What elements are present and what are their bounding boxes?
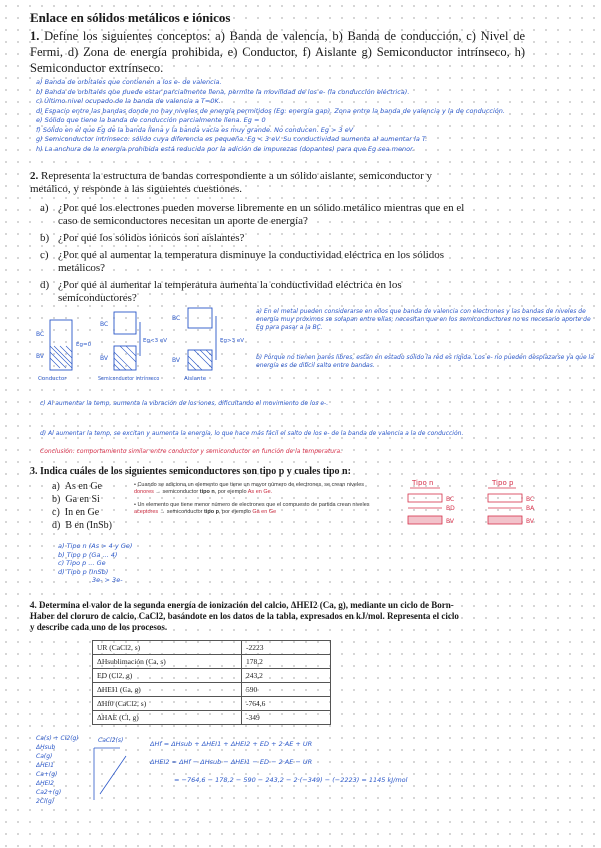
answer-conclusion: Conclusión: comportamiento similar entre conductor y semiconductor en función de la temperatura. [40,448,343,455]
page-title: Enlace en sólidos metálicos e iónicos [30,10,231,25]
note-text: → semiconductor [155,489,199,495]
calc-line: ΔHf = ΔHsub + ΔHEI1 + ΔHEI2 + ED + 2·AE + UR [150,740,313,748]
label-bv-3: BV [172,357,181,364]
cycle-step: Ca+(g) [36,771,58,778]
cycle-arrows [90,744,130,804]
answer-line: d) Tipo p (InSb) [58,567,109,576]
label-conductor: Conductor [38,376,67,382]
item-label: b) [40,232,50,244]
note-text: , por ejemplo [218,509,251,515]
q3-item-d [52,519,132,532]
item-text: ¿Por qué los sólidos iónicos son aislantes? [58,232,245,244]
answer-line: a) Tipo n (As > 4 y Ge) [58,542,133,550]
label-bv-p: BV [526,518,535,525]
thermo-data-table [92,640,331,725]
note-highlight: aceptores [134,509,159,515]
answer-a: a) En el metal pueden considerarse en ellos que banda de valencia con electrones y las bandas de niveles de energía muy próximos se solapan entre ellas; necesitan que en los semiconductores no es necesario aporte de Eg para pasar a la BC. [256,308,591,331]
table-key: ΔHAE (Cl, g) [93,711,242,725]
table-key: ΔHEI1 (Ca, g) [93,683,242,697]
q3-doping-diagram [404,476,600,532]
label-aislante: Aislante [184,376,207,382]
q2-handwritten-answers-cd [40,400,585,456]
answer-line: b) Banda de orbitales que puede estar parcialmente llena, permite la movilidad de los e- (la conducción eléctrica). [36,87,410,96]
cycle-step: Ca(s) + Cl2(g) [36,735,79,742]
item-text: In en Ge [64,507,100,518]
item-label: c) [52,507,60,518]
item-text: ¿Por qué los electrones pueden moverse libremente en un sólido metálico mientras que en el caso de semiconductores necesitan un aporte de energía? [58,202,465,227]
tipo-p-bc [488,494,522,502]
question-1 [30,28,525,76]
table-row [93,711,331,725]
answer-line: b) Tipo p (Ga ... 4) [58,550,118,559]
table-value: 178,2 [242,655,331,669]
q3-handwritten-answers [58,542,278,585]
q2-item-a [30,202,470,228]
q3-item-a [52,480,132,493]
note-text: , por ejemplo [214,489,247,495]
label-bv-2: BV [100,355,109,362]
question-4-text: Determina el valor de la segunda energía de ionización del calcio, ΔHEI2 (Ca, g), mediante un ciclo de Born-Haber del cloruro de calcio, CaCl2, basándote en los datos de la tabla, expresados en kJ/mol. Representa el ciclo y describe cada uno de los procesos. [30,600,459,632]
aislante-bc-box [188,308,212,328]
note-strong: tipo p [204,509,219,515]
label-tipo-n: Tipo n [412,479,434,487]
item-label: d) [52,520,61,531]
answer-line: f) Sólido en el que Eg de la banda llena y la banda vacía es muy grande. No conducen. Eg > 3 eV [36,125,354,134]
item-text: As en Ge [64,481,102,492]
question-4-number: 4. [30,600,37,610]
table-row [93,655,331,669]
semiconductor-fill-hatch [114,346,136,370]
label-bc-1: BC [36,331,45,338]
note-text: → semiconductor [159,509,203,515]
label-eg0: Eg=0 [76,342,92,348]
answer-line: c) Tipo p ... Ge [58,559,106,567]
note-highlight: Ga en Ge [252,509,277,515]
answer-d: d) Al aumentar la temp, se excitan y aumenta la energía, lo que hace más fácil el salto de los e- de la banda de valencia a la de conducción. [40,430,464,437]
answer-line: 3e- > 3e- [92,576,123,584]
table-value: -764,6 [242,697,331,711]
semiconductor-bv-box [114,346,136,370]
cycle-step: Ca2+(g) [36,789,62,796]
answer-line: e) Sólido que tiene la banda de conducción parcialmente llena. Eg = 0 [36,116,266,124]
aislante-fill-hatch [188,350,212,370]
question-2-number: 2. [30,170,39,182]
q4-handwritten-calculation [150,738,590,786]
q3-note-tipo-n [134,482,374,496]
answer-c: c) Al aumentar la temp, aumenta la vibración de los iones, dificultando el movimiento de los e-. [40,400,329,407]
label-bc-3: BC [172,315,181,322]
q3-item-b [52,493,132,506]
q2-item-b [30,232,470,245]
item-text: B en (InSb) [65,520,113,531]
cycle-product: CaCl2(s) [98,737,124,744]
table-key: ΔHsublimación (Ca, s) [93,655,242,669]
cycle-step: ΔHEI1 [36,762,54,769]
q3-items [52,480,132,532]
label-eg-large: Eg>3 eV [220,338,244,344]
table-key: UR (CaCl2, s) [93,641,242,655]
answer-line: g) Semiconductor intrínseco: sólido cuya diferencia es pequeña. Eg < 3 eV. Su conductividad aumenta al aumentar la T. [36,135,428,143]
answer-line: h) La anchura de la energía prohibida está reducida por la adición de impurezas (dopantes) para que Eg sea menor. [36,144,415,153]
table-row [93,641,331,655]
label-tipo-p: Tipo p [492,479,514,487]
label-eg-small: Eg<3 eV [143,338,167,344]
label-bv-1: BV [36,353,45,360]
table-row [93,683,331,697]
question-3-text: Indica cuáles de los siguientes semiconductores son tipo p y cuales tipo n: [40,466,351,477]
label-bd: BD [446,505,455,512]
tipo-n-bv [408,516,442,524]
cycle-step: 2Cl(g) [36,798,55,805]
label-bv-n: BV [446,518,455,525]
q3-note-tipo-p [134,502,374,516]
cycle-step: ΔHsub [36,744,56,751]
item-label: a) [52,481,60,492]
tipo-p-bv [488,516,522,524]
question-3 [30,466,410,478]
question-1-text: Define los siguientes conceptos: a) Banda de valencia, b) Banda de conducción, c) Nivel de Fermi, d) Zona de energía prohibida, e) Conductor, f) Aislante g) Semiconductor intrínseco, h) Semiconductor extrínseco. [30,29,525,75]
table-value: -2223 [242,641,331,655]
q1-handwritten-answers [36,78,581,154]
conductor-band-box [50,320,72,370]
question-4 [30,600,460,633]
note-highlight: donores [134,489,154,495]
note-highlight: As en Ge. [247,489,273,495]
answer-line: a) Banda de orbitales que contienen a los e- de valencia. [36,78,222,86]
q3-item-c [52,506,132,519]
label-bc-n: BC [446,496,455,503]
table-key: ΔHf0 (CaCl2, s) [93,697,242,711]
semiconductor-bc-box [114,312,136,334]
answer-line: c) Último nivel ocupado de la banda de valencia a T=0K. [36,97,221,105]
band-structure-diagram [36,306,256,386]
label-semiconductor: Semiconductor intrínseco [98,377,160,382]
question-1-number: 1. [30,29,40,43]
item-label: d) [40,279,50,291]
q2-item-c [30,249,470,275]
item-label: a) [40,202,49,214]
question-2 [30,170,470,305]
answer-b: b) Porque no tienen pares libres, están en estado sólido la red es rígida. Los e- no pueden desplazarse ya que la energía es de difícil salto entre bandas. [256,354,594,369]
question-2-text: Representa la estructura de bandas correspondiente a un sólido aislante, semiconductor y metálico, y responde a las siguientes cuestiones. [30,170,432,195]
table-value: 243,2 [242,669,331,683]
item-text: ¿Por qué al aumentar la temperatura disminuye la conductividad eléctrica en los sólidos metálicos? [58,249,445,274]
label-ba: BA [526,505,535,512]
label-bc-2: BC [100,321,109,328]
calc-line: ΔHEI2 = ΔHf − ΔHsub − ΔHEI1 − ED − 2·AE − UR [150,758,313,766]
cycle-step: Ca(g) [36,753,53,760]
q2-handwritten-answer-a [256,308,596,378]
table-key: ED (Cl2, g) [93,669,242,683]
q2-item-d [30,279,470,305]
table-row [93,669,331,683]
conductor-fill-hatch [50,346,72,368]
note-text: • Un elemento que tiene menor número de electrones que el compuesto de partida crean niveles [134,502,370,508]
answer-line: d) Espacio entre las bandas donde no hay niveles de energía permitidos (Eg: energía gap). Zona entre la banda de valencia y la de conducción. [36,106,505,115]
table-value: -349 [242,711,331,725]
cycle-step: ΔHEI2 [36,780,54,787]
note-text: • Cuando se adiciona un elemento que tiene un mayor número de electrones, se crean niveles [134,482,365,488]
table-value: 590 [242,683,331,697]
note-strong: tipo n [199,489,215,495]
calc-line: = −764,6 − 178,2 − 590 − 243,2 − 2·(−349) − (−2223) = 1145 kJ/mol [174,776,408,784]
item-label: b) [52,494,61,505]
label-bc-p: BC [526,496,535,503]
item-text: ¿Por qué al aumentar la temperatura aumenta la conductividad eléctrica en los semiconductores? [58,279,402,304]
tipo-n-bc [408,494,442,502]
question-3-number: 3. [30,466,38,477]
table-row [93,697,331,711]
item-label: c) [40,249,49,261]
item-text: Ga en Si [65,494,100,505]
